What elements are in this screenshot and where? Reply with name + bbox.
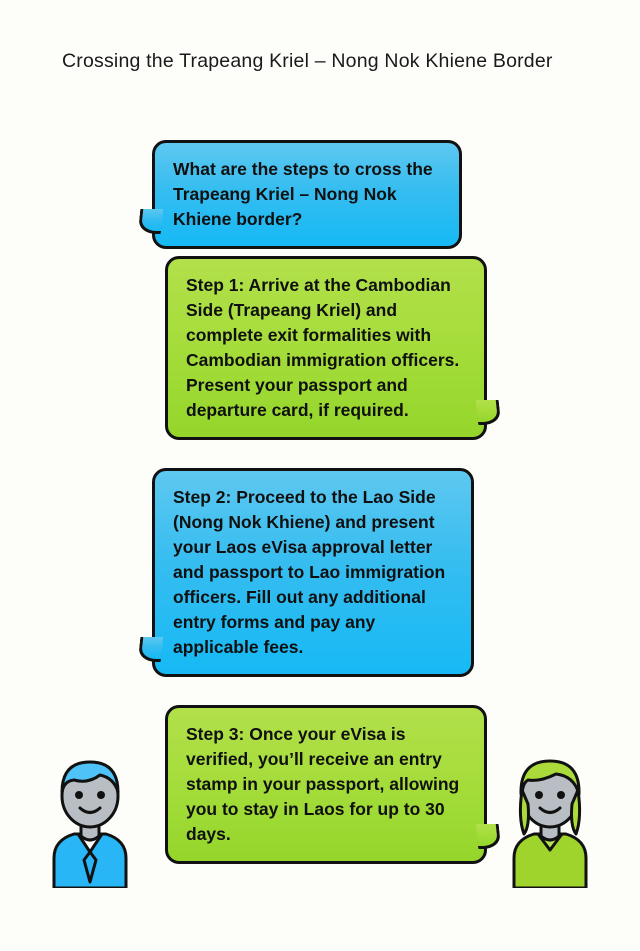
speech-bubble-text: Step 2: Proceed to the Lao Side (Nong Nok Khiene) and present your Laos eVisa approval letter and passport to Lao immigration officers. Fill out any additional entry forms and pay any applicable fees. xyxy=(173,487,446,658)
speech-bubble-step-1 xyxy=(165,256,487,440)
speech-bubble-text: Step 3: Once your eVisa is verified, you’ll receive an entry stamp in your passport, allowing you to stay in Laos for up to 30 days. xyxy=(186,724,460,845)
speech-bubble-step-3 xyxy=(165,705,487,864)
speech-bubble-text: What are the steps to cross the Trapeang Kriel – Nong Nok Khiene border? xyxy=(173,159,433,230)
person-blue-avatar xyxy=(44,748,136,893)
speech-bubble-question xyxy=(152,140,462,249)
person-green-avatar xyxy=(504,748,596,893)
speech-bubble-text: Step 1: Arrive at the Cambodian Side (Trapeang Kriel) and complete exit formalities with Cambodian immigration officers. Present your passport and departure card, if required. xyxy=(186,275,460,421)
speech-bubble-step-2 xyxy=(152,468,474,677)
page-title: Crossing the Trapeang Kriel – Nong Nok Khiene Border xyxy=(62,50,553,72)
